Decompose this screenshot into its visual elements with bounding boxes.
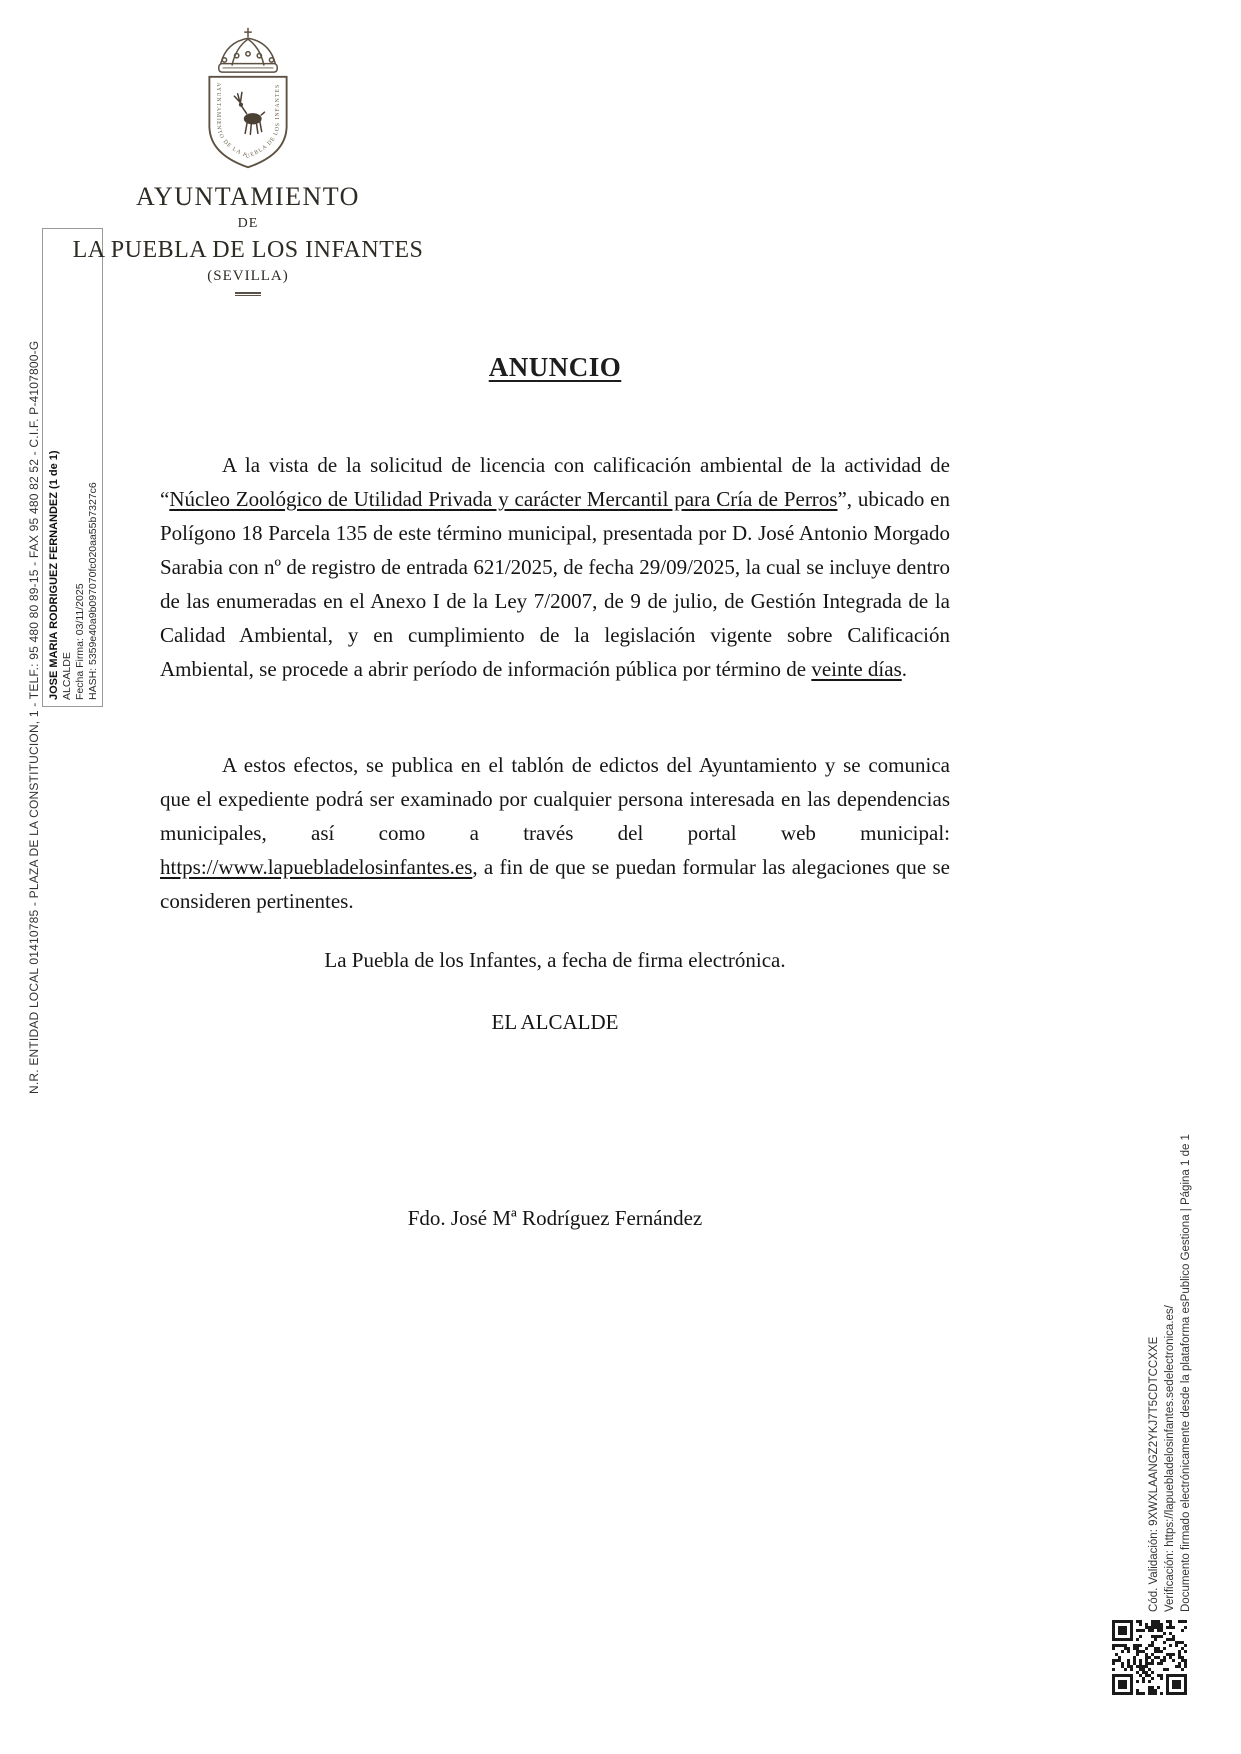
coat-of-arms [196,26,300,172]
text-run: A la vista de la solicitud de licencia con calificación ambiental de la actividad de “ [160,453,950,511]
org-name-line3: LA PUEBLA DE LOS INFANTES [72,237,424,263]
text-run: . [901,657,907,681]
signer-role-heading: EL ALCALDE [491,1010,619,1034]
validation-code-line: Cód. Validación: 9XWXLAANGZ2YKJ7T5CDTCCXXE [1148,1336,1160,1612]
signature-stamp-text [48,242,100,700]
signature-hash: HASH: 5359e40a9b097070fc020aa55b7327c6 [87,482,99,700]
signature-date: Fecha Firma: 03/11/2025 [74,583,86,700]
place-date-line: La Puebla de los Infantes, a fecha de firma electrónica. [324,948,786,972]
emblem-ring-text: AYUNTAMIENTO DE LA PUEBLA DE LOS INFANTES [214,82,282,161]
municipal-portal-url: https://www.lapuebladelosinfantes.es [160,855,473,879]
signer-role: ALCALDE [61,652,73,700]
validation-margin-text [1146,1080,1194,1612]
paragraph-announcement [160,448,950,686]
signed-by-line: Fdo. José Mª Rodríguez Fernández [407,1206,703,1230]
org-name-line1: AYUNTAMIENTO [136,182,360,211]
entity-registration-line: N.R. ENTIDAD LOCAL 01410785 - PLAZA DE LA CONSTITUCION, 1 - TELF.: 95 480 80 89-15 - FAX 95 480 82 52 - C.I.F. P-4107800-G [27,340,41,1094]
signer-name: JOSE MARIA RODRIGUEZ FERNANDEZ (1 de 1) [48,450,60,700]
letterhead [68,26,428,296]
platform-page-line: Documento firmado electrónicamente desde la plataforma esPublico Gestiona | Página 1 de 1 [1180,1134,1192,1612]
org-province-line: (SEVILLA) [207,268,289,284]
qr-code-graphic [1112,1620,1187,1695]
document-title: ANUNCIO [488,352,622,382]
underlined-term: veinte días [811,657,902,681]
org-name-line2: DE [237,216,259,231]
paragraph-publication [160,748,950,918]
verification-url-line: Verificación: https://lapuebladelosinfantes.sedelectronica.es/ [1164,1305,1176,1612]
letterhead-rule [235,292,261,296]
text-run: ”, ubicado en Polígono 18 Parcela 135 de este término municipal, presentada por D. José Antonio Morgado Sarabia con nº de registro de entrada 621/2025, de fecha 29/09/2025, la cual se incluye dentro de las enumeradas en el Anexo I de la Ley 7/2007, de 9 de julio, de Gestión Integrada de la Calidad Ambiental, y en cumplimiento de la legislación vigente sobre Calificación Ambiental, se procede a abrir período de información pública por término de [160,487,951,681]
verification-qr-code [1112,1620,1187,1695]
text-run: A estos efectos, se publica en el tablón de edictos del Ayuntamiento y se comunica que el expediente podrá ser examinado por cualquier persona interesada en las dependencias municipales, así como a través del portal web municipal: [160,753,950,845]
text-run: , a fin de que se puedan formular las alegaciones que se consideren pertinentes. [160,855,950,913]
crown-icon [219,28,277,72]
underlined-activity-name: Núcleo Zoológico de Utilidad Privada y carácter Mercantil para Cría de Perros [169,487,838,511]
